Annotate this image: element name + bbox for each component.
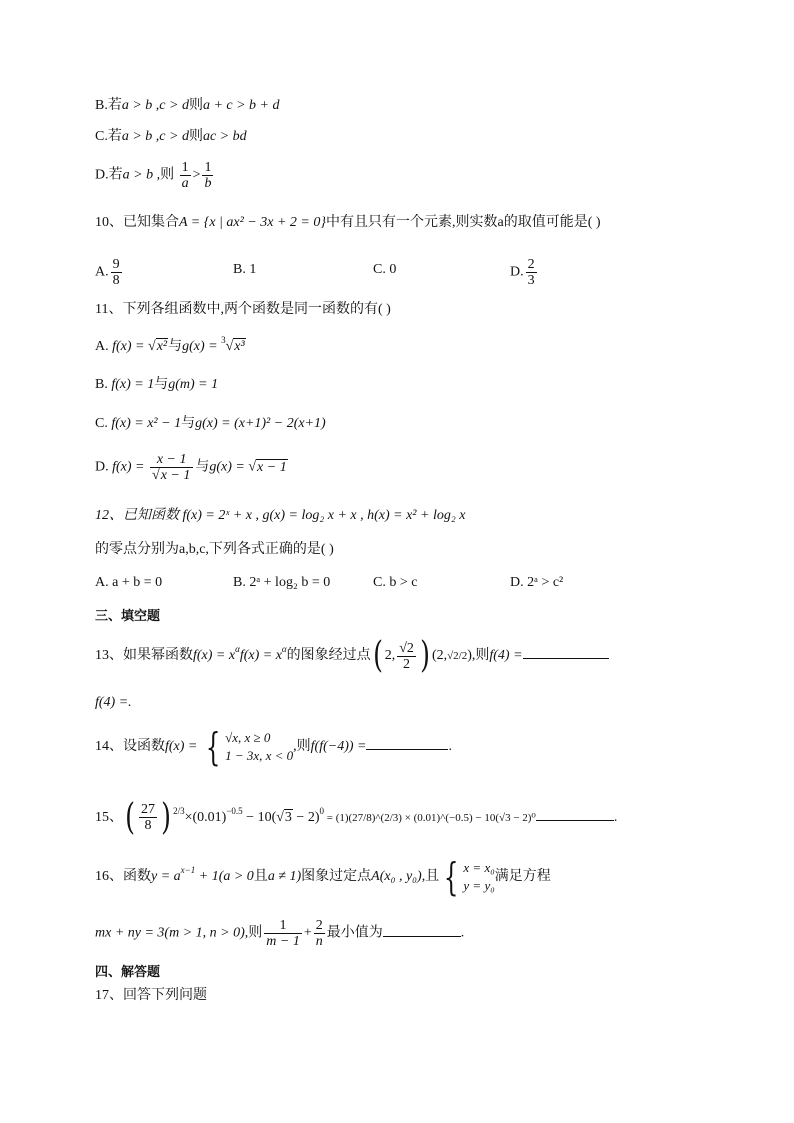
- q15-fraction: $\frac{27}{8}$: [141, 802, 156, 834]
- q11-stem: 11、下列各组函数中,两个函数是同一函数的有( ): [95, 302, 391, 317]
- q12-stem-line2: 的零点分别为a,b,c,下列各式正确的是( ): [95, 542, 334, 557]
- q13-point-fraction: $\frac{√2}{2}$: [399, 640, 414, 672]
- q13-answer-blank[interactable]: [523, 658, 609, 659]
- q13-ask: f(4) =: [489, 648, 523, 664]
- q12-stem: [95, 506, 465, 526]
- q13-line: 13、如果幂函数$f(x) = x^\alpha f(x) = x^\alpha$的图象经过点( 2, $\frac{√2}{2}$ ) (2,√2/2),则f(4) =: [95, 638, 609, 674]
- q11a-radicand-2: x³: [234, 339, 245, 354]
- q14-ask: f(f(−4)) =: [310, 739, 367, 755]
- q16-system: { x = x₀ y = y₀: [444, 855, 495, 899]
- q11-option-c: C. f(x) = x² − 1与g(x) = (x+1)² − 2(x+1): [95, 416, 326, 431]
- q9b-result: a + c > b + d: [202, 98, 280, 113]
- q13-func-alt: f(x) = x: [239, 648, 282, 664]
- q16-point: A(x₀ , y₀): [371, 869, 422, 885]
- q11d-fraction: $\frac{x - 1}{√x - 1}$: [150, 452, 193, 483]
- q11a-root-index: 3: [221, 335, 226, 345]
- q9c-condition: a > b ,c > d: [121, 129, 189, 144]
- q15-equation-repeat: = (1)(27/8)^(2/3) × (0.01)^(−0.5) − 10(√3 − 2)⁰: [323, 812, 536, 824]
- q9d-condition: a > b ,: [122, 167, 161, 183]
- q9b-condition: a > b ,c > d: [121, 98, 189, 113]
- q14-case-2: 1 − 3x, x < 0: [225, 748, 294, 763]
- q9d-fraction-2: $\frac{1}{b}$: [204, 160, 212, 191]
- q14-answer-blank[interactable]: [366, 749, 448, 750]
- q11a-radicand: x²: [156, 339, 168, 354]
- q9c-then: 则: [188, 129, 203, 144]
- q12-option-c: C. b > c: [373, 575, 418, 590]
- q16-line2: mx + ny = 3(m > 1, n > 0),则 $\frac{1}{m - 1}$ + $\frac{2}{n}$ 最小值为 .: [95, 918, 465, 949]
- q10-stem-suffix: 中有且只有一个元素,则实数a的取值可能是( ): [325, 215, 601, 230]
- q9c-prefix: C.若: [95, 129, 122, 144]
- q10-stem-prefix: 10、已知集合: [95, 215, 179, 230]
- q9b-then: 则: [188, 98, 203, 113]
- q10-option-b: B. 1: [233, 262, 257, 277]
- q10a-fraction: $\frac{9}{8}$: [112, 257, 120, 288]
- q16-fraction-2: $\frac{2}{n}$: [315, 918, 323, 949]
- q10d-fraction: $\frac{2}{3}$: [527, 257, 535, 288]
- q16-line1: 16、函数$y = a^{x-1} + 1(a > 0$且a ≠ 1)图象过定点A(x₀ , y₀),且 { x = x₀ y = y₀ 满足方程: [95, 855, 551, 899]
- q14-line: 14、设函数f(x) = { √x, x ≥ 0 1 − 3x, x < 0 ,则f(f(−4)) = .: [95, 725, 452, 769]
- q9d-then: 则: [160, 167, 175, 183]
- q9-option-d: [95, 160, 215, 191]
- q11-option-d: D. f(x) = $\frac{x - 1}{√x - 1}$ 与g(x) = √x − 1: [95, 452, 287, 483]
- q16-fraction-1: $\frac{1}{m - 1}$: [266, 918, 300, 949]
- q10-option-d: D. $\frac{2}{3}$: [510, 257, 535, 288]
- q11-option-a: A. f(x) = √x²与g(x) = $^3$√x³: [95, 335, 245, 354]
- q10-stem: [95, 213, 601, 233]
- q16-answer-blank[interactable]: [383, 936, 461, 937]
- q9b-prefix: B.若: [95, 98, 122, 113]
- q11d-radicand: x − 1: [257, 459, 287, 475]
- q13-func: f(x) = x: [193, 648, 236, 664]
- q12-stem-text: 12、已知函数 f(x) = 2ˣ + x , g(x) = log₂ x + x , h(x) = x² + log₂ x: [95, 508, 466, 523]
- q10-option-c: C. 0: [373, 262, 397, 277]
- q10-option-a: A. $\frac{9}{8}$: [95, 257, 120, 288]
- q17-stem: 17、回答下列问题: [95, 988, 207, 1003]
- section-3-heading: 三、填空题: [95, 609, 161, 624]
- q9d-prefix: D.若: [95, 167, 123, 183]
- q15-exponent: 2/3: [173, 806, 185, 816]
- q13-line2: f(4) =.: [95, 695, 132, 710]
- q12-option-b: B. 2ᵃ + log₂ b = 0: [233, 575, 331, 590]
- q10-set-expression: A = {x | ax² − 3x + 2 = 0}: [179, 215, 326, 230]
- q15-line: 15、( $\frac{27}{8}$ ) $^{2/3}\times(0.01)^{-0.5} - 10(√3 - 2)^0$ = (1)(27/8)^(2/3) × (0.01)^(−0.5) − 10(√3 − 2)⁰ .: [95, 796, 618, 838]
- q12-option-a: A. a + b = 0: [95, 575, 163, 590]
- q12-option-d: D. 2ᵃ > c²: [510, 575, 564, 590]
- q15-answer-blank[interactable]: [536, 820, 614, 821]
- section-4-heading: 四、解答题: [95, 965, 161, 980]
- q9-option-c: [95, 127, 247, 147]
- q9d-gt: >: [192, 167, 201, 183]
- q9d-fraction-1: $\frac{1}{a}$: [181, 160, 189, 191]
- q11-option-b: B. f(x) = 1与g(m) = 1: [95, 377, 219, 392]
- q9c-result: ac > bd: [202, 129, 247, 144]
- q9-option-b: [95, 96, 280, 116]
- q14-case-1: x, x ≥ 0: [232, 730, 271, 745]
- q14-piecewise: { √x, x ≥ 0 1 − 3x, x < 0: [205, 725, 294, 769]
